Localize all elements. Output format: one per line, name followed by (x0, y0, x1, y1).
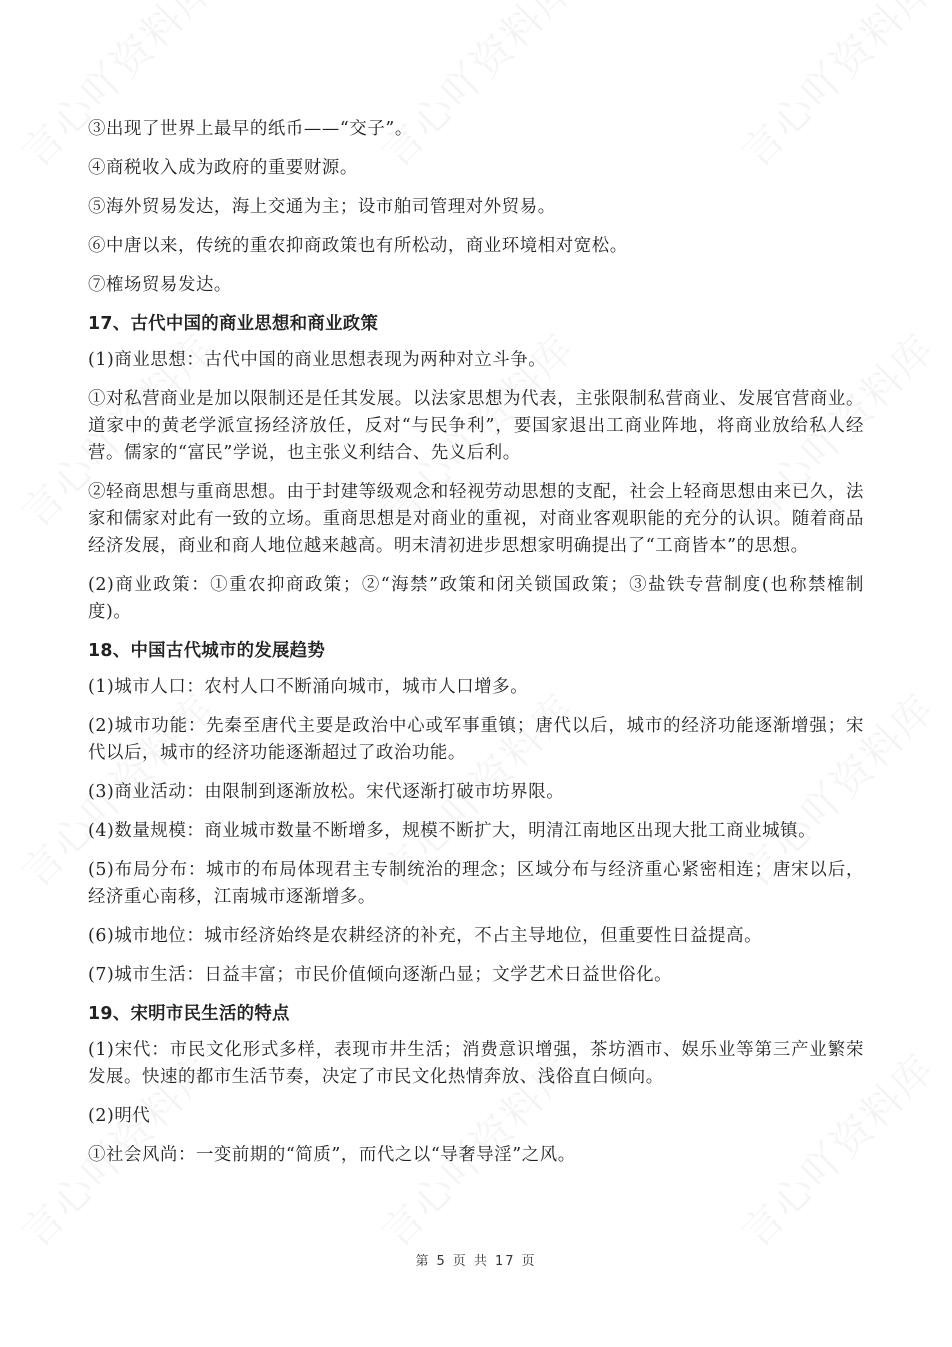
paragraph: (2)商业政策：①重农抑商政策；②“海禁”政策和闭关锁国政策；③盐铁专营制度(也称禁榷制度)。 (88, 575, 864, 622)
paragraph: (6)城市地位：城市经济始终是农耕经济的补充，不占主导地位，但重要性日益提高。 (88, 926, 763, 946)
list-item: ⑤海外贸易发达，海上交通为主；设市舶司管理对外贸易。 (88, 197, 556, 217)
paragraph: (4)数量规模：商业城市数量不断增多，规模不断扩大，明清江南地区出现大批工商业城镇。 (88, 821, 817, 841)
page-footer (0, 1250, 952, 1269)
page-current: 5 (436, 1254, 447, 1269)
section-heading: 18、中国古代城市的发展趋势 (88, 641, 326, 661)
section-heading: 19、宋明市民生活的特点 (88, 1004, 290, 1024)
list-item: ③出现了世界上最早的纸币——“交子”。 (88, 119, 413, 139)
list-item: ⑥中唐以来，传统的重农抑商政策也有所松动，商业环境相对宽松。 (88, 236, 628, 256)
paragraph: ①对私营商业是加以限制还是任其发展。以法家思想为代表，主张限制私营商业、发展官营商业。道家中的黄老学派宣扬经济放任，反对“与民争利”，要国家退出工商业阵地，将商业放给私人经营。儒家的“富民”学说，也主张义利结合、先义后利。 (88, 389, 864, 463)
document-body (88, 116, 864, 1181)
paragraph: (7)城市生活：日益丰富；市民价值倾向逐渐凸显；文学艺术日益世俗化。 (88, 965, 673, 985)
paragraph: (3)商业活动：由限制到逐渐放松。宋代逐渐打破市坊界限。 (88, 782, 565, 802)
paragraph: (2)明代 (88, 1106, 151, 1126)
paragraph: ②轻商思想与重商思想。由于封建等级观念和轻视劳动思想的支配，社会上轻商思想由来已久，法家和儒家对此有一致的立场。重商思想是对商业的重视，对商业客观职能的充分的认识。随着商品经济发展，商业和商人地位越来越高。明末清初进步思想家明确提出了“工商皆本”的思想。 (88, 482, 864, 556)
paragraph: (1)宋代：市民文化形式多样，表现市井生活；消费意识增强，茶坊酒市、娱乐业等第三产业繁荣发展。快速的都市生活节奏，决定了市民文化热情奔放、浅俗直白倾向。 (88, 1040, 864, 1087)
paragraph: ①社会风尚：一变前期的“简质”，而代之以“导奢导淫”之风。 (88, 1145, 576, 1165)
paragraph: (1)商业思想：古代中国的商业思想表现为两种对立斗争。 (88, 350, 547, 370)
page-suffix: 页 (521, 1254, 537, 1269)
list-item: ④商税收入成为政府的重要财源。 (88, 158, 358, 178)
paragraph: (1)城市人口：农村人口不断涌向城市，城市人口增多。 (88, 677, 529, 697)
paragraph: (5)布局分布：城市的布局体现君主专制统治的理念；区域分布与经济重心紧密相连；唐宋以后，经济重心南移，江南城市逐渐增多。 (88, 860, 864, 907)
section-heading: 17、古代中国的商业思想和商业政策 (88, 314, 379, 334)
page-mid: 页 共 (452, 1254, 489, 1269)
list-item: ⑦榷场贸易发达。 (88, 275, 232, 295)
paragraph: (2)城市功能：先秦至唐代主要是政治中心或军事重镇；唐代以后，城市的经济功能逐渐增强；宋代以后，城市的经济功能逐渐超过了政治功能。 (88, 716, 864, 763)
page-total: 17 (494, 1254, 516, 1269)
page-prefix: 第 (415, 1254, 431, 1269)
